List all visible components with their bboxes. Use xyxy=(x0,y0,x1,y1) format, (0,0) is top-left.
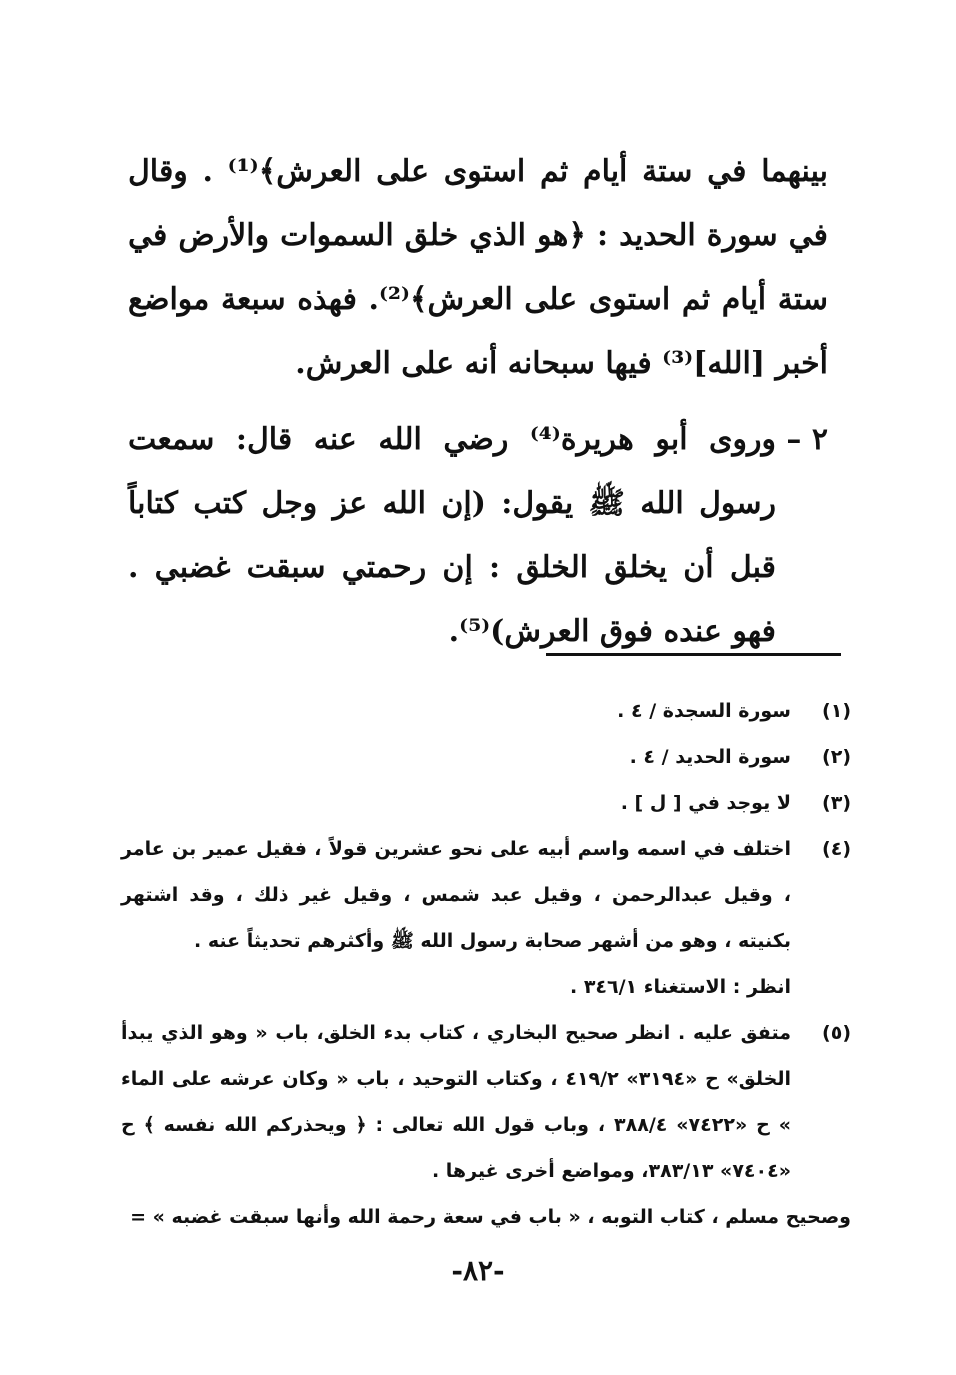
footnote-text: سورة السجدة / ٤ . xyxy=(617,700,791,722)
footnote-text: لا يوجد في [ ل ] . xyxy=(620,792,791,814)
footnote-text: متفق عليه . انظر صحيح البخاري ، كتاب بدء الخلق، باب « وهو الذي يبدأ الخلق» ح «٣١٩٤» ٤١٩/٢ ، وكتاب التوحيد ، باب « وكان عرشه على الماء » ح «٧٤٢٢» ٣٨٨/٤ ، وباب قول الله تعالى : ﴿ ويحذركم الله نفسه ﴾ ح «٧٤٠٤» ٣٨٣/١٣، ومواضع أخرى غيرها . xyxy=(121,1022,791,1182)
footnote-separator xyxy=(546,653,841,656)
page-number: -٨٢- xyxy=(451,1254,505,1287)
footnote-text: سورة الحديد / ٤ . xyxy=(629,746,791,768)
footnote-1 xyxy=(121,688,851,734)
main-text xyxy=(128,140,828,664)
footnote-2 xyxy=(121,734,851,780)
footnote-5-continuation: وصحيح مسلم ، كتاب التوبه ، « باب في سعة رحمة الله وأنها سبقت غضبه » = xyxy=(130,1206,851,1228)
paragraph-1: بينهما في ستة أيام ثم استوى على العرش﴾⁽¹⁾ . وقال في سورة الحديد : ﴿هو الذي خلق السموات والأرض في ستة أيام ثم استوى على العرش﴾⁽²⁾. فهذه سبعة مواضع أخبر [الله]⁽³⁾ فيها سبحانه أنه على العرش. xyxy=(128,154,829,381)
footnote-number: (٢) xyxy=(822,746,851,768)
paragraph-2-text: وروى أبو هريرة⁽⁴⁾ رضي الله عنه قال: سمعت رسول الله ﷺ يقول: (إن الله عز وجل كتب كتاباً قبل أن يخلق الخلق : إن رحمتي سبقت غضبي . فهو عنده فوق العرش)⁽⁵⁾. xyxy=(128,422,776,649)
paragraph-number: ٢ – xyxy=(786,422,828,457)
footnote-number: (٤) xyxy=(822,838,851,860)
footnote-4-reference: انظر : الاستغناء ٣٤٦/١ . xyxy=(569,976,791,998)
paragraph-2 xyxy=(128,408,828,664)
footnote-4 xyxy=(121,826,851,964)
footnote-3 xyxy=(121,780,851,826)
footnote-5 xyxy=(121,1010,851,1194)
footnotes xyxy=(121,688,851,1240)
footnote-text: اختلف في اسمه واسم أبيه على نحو عشرين قولاً ، فقيل عمير بن عامر ، وقيل عبدالرحمن ، وقيل عبد شمس ، وقيل غير ذلك ، وقد اشتهر بكنيته ، وهو من أشهر صحابة رسول الله ﷺ وأكثرهم تحديثاً عنه . xyxy=(121,838,791,952)
footnote-number: (٣) xyxy=(822,792,851,814)
footnote-number: (١) xyxy=(822,700,851,722)
footnote-number: (٥) xyxy=(822,1022,851,1044)
